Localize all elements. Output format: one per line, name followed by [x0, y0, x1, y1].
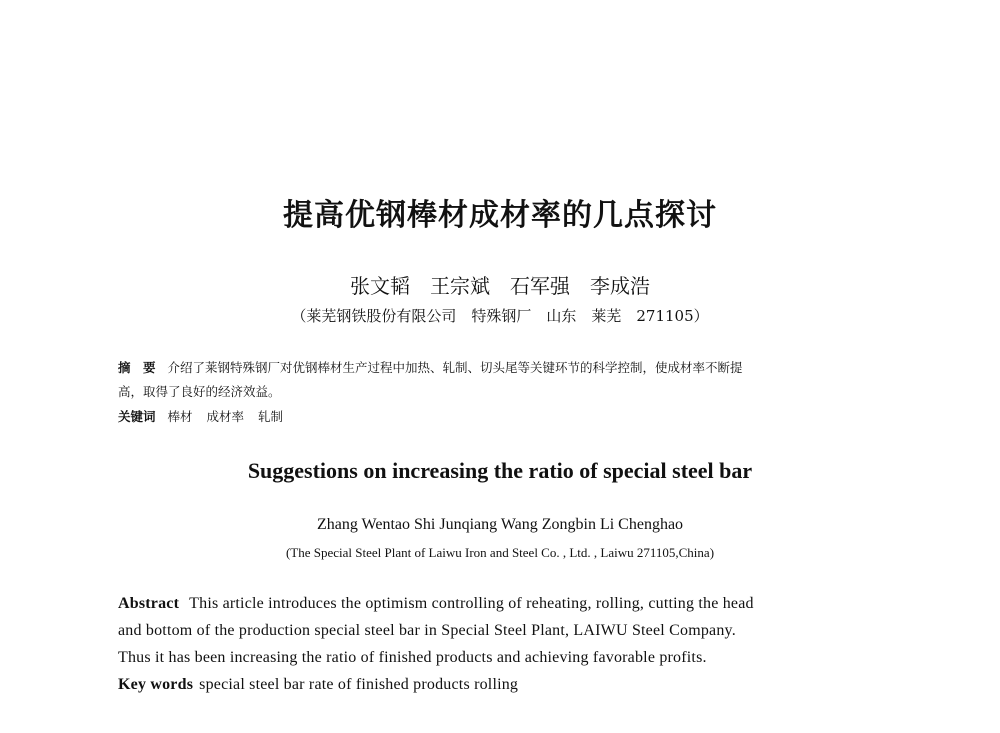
en-abstract-line-1 [118, 595, 754, 613]
en-keywords-label: Key words [118, 676, 194, 693]
cn-keyword: 棒材 [167, 409, 193, 424]
en-abstract-line-2: and bottom of the production special steel bar in Special Steel Plant, LAIWU Steel Company. [118, 622, 736, 639]
cn-affiliation: （莱芜钢铁股份有限公司 特殊钢厂 山东 莱芜 271105） [291, 307, 709, 325]
cn-keyword: 轧制 [258, 409, 284, 424]
en-abstract-label: Abstract [118, 595, 180, 612]
cn-title: 提高优钢棒材成材率的几点探讨 [283, 198, 717, 233]
cn-keyword: 成材率 [206, 409, 245, 424]
cn-authors: 张文韬 王宗斌 石军强 李成浩 [350, 274, 650, 298]
en-abstract-line-3: Thus it has been increasing the ratio of finished products and achieving favorable profits. [118, 649, 707, 666]
cn-abstract-line-1 [118, 358, 743, 376]
cn-keywords-label: 关键词 [118, 409, 156, 424]
cn-abstract-line-2: 高，取得了良好的经济效益。 [118, 384, 281, 399]
cn-keywords [118, 407, 297, 425]
cn-abstract-label: 摘 要 [118, 360, 156, 375]
en-keywords-text: special steel bar rate of finished products rolling [199, 676, 519, 693]
cn-abstract-text-1: 介绍了莱钢特殊钢厂对优钢棒材生产过程中加热、轧制、切头尾等关键环节的科学控制，使成材率不断提 [167, 360, 743, 375]
en-abstract-text-1: This article introduces the optimism controlling of reheating, rolling, cutting the head [189, 595, 754, 612]
en-authors: Zhang Wentao Shi Junqiang Wang Zongbin Li Chenghao [316, 516, 684, 533]
en-affiliation: (The Special Steel Plant of Laiwu Iron and Steel Co. , Ltd. , Laiwu 271105,China) [285, 545, 715, 560]
en-title: Suggestions on increasing the ratio of special steel bar [247, 458, 753, 483]
en-keywords [118, 676, 518, 694]
